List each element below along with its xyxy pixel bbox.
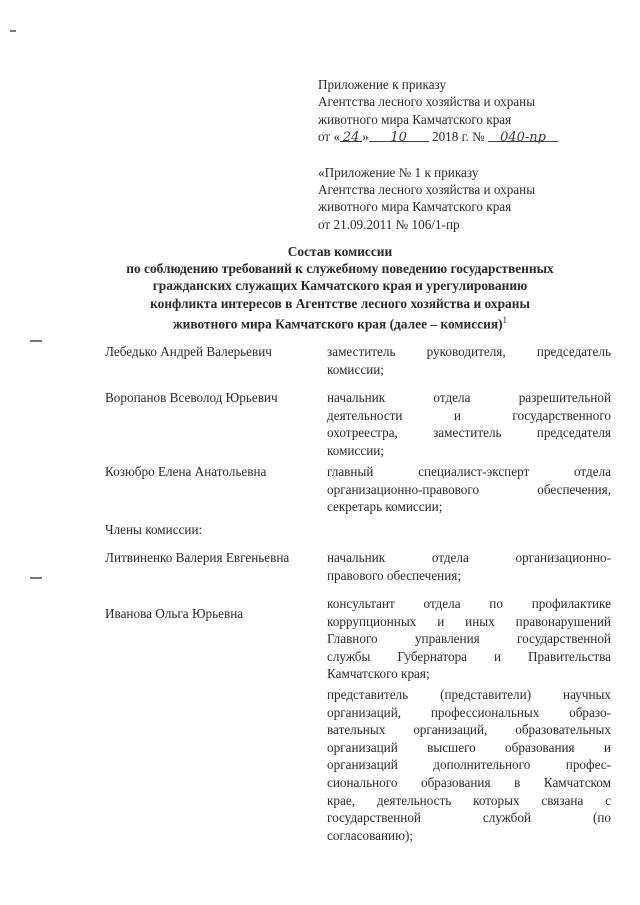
scan-mark-left-2 <box>30 577 42 579</box>
member-role <box>327 686 611 844</box>
handwritten-day: 24 <box>340 129 362 142</box>
header-date-line <box>318 128 618 145</box>
member-role <box>327 343 611 378</box>
date-year-number: 2018 г. № <box>431 129 485 145</box>
handwritten-number: 040-пр <box>488 129 558 142</box>
member-role <box>327 389 611 459</box>
appendix-line: животного мира Камчатского края <box>318 199 512 215</box>
role-line: государственной службой (по <box>327 810 611 826</box>
role-line: согласованию); <box>327 827 413 843</box>
member-name: Козюбро Елена Анатольевна <box>105 464 267 479</box>
scan-mark-left-1 <box>30 340 42 342</box>
member-role <box>327 463 611 516</box>
appendix-header <box>318 76 618 233</box>
role-line: организаций, профессиональных образо- <box>327 704 611 720</box>
members-heading: Члены комиссии: <box>105 522 203 537</box>
role-line: организаций высшего образования и <box>327 739 611 755</box>
role-line: крае, деятельность которых связана с <box>327 792 611 808</box>
footnote-mark: 1 <box>502 314 508 325</box>
date-prefix: от « <box>318 129 341 145</box>
role-line: заместитель руководителя, председатель <box>327 344 611 359</box>
member-name: Лебедько Андрей Валерьевич <box>105 344 272 359</box>
header-line: Приложение к приказу <box>318 77 447 92</box>
role-line: организаций дополнительного профес- <box>327 757 611 773</box>
role-line: комиссии; <box>327 361 384 377</box>
title-line: животного мира Камчатского края (далее – комиссия) <box>172 316 503 332</box>
header-line: Агентства лесного хозяйства и охраны <box>318 94 536 110</box>
date-mid: » <box>362 129 369 145</box>
member-role <box>327 595 611 683</box>
role-line: секретарь комиссии; <box>327 499 443 515</box>
appendix-line: «Приложение № 1 к приказу <box>318 164 479 180</box>
role-line: вательных организаций, образовательных <box>327 722 611 738</box>
role-line: охотреестра, заместитель председателя <box>327 425 611 441</box>
handwritten-month: 10 <box>369 129 429 142</box>
role-line: главный специалист-эксперт отдела <box>327 464 611 479</box>
role-line: коррупционных и иных правонарушений <box>327 613 611 629</box>
title-line: конфликта интересов в Агентстве лесного хозяйства и охраны <box>150 295 530 311</box>
title-line: гражданских служащих Камчатского края и урегулированию <box>152 278 528 294</box>
role-line: службы Губернатора и Правительства <box>327 648 611 664</box>
document-title <box>80 243 600 332</box>
title-line: по соблюдению требований к служебному поведению государственных <box>126 261 554 277</box>
member-name: Иванова Ольга Юрьевна <box>105 606 244 621</box>
appendix-line: Агентства лесного хозяйства и охраны <box>318 182 536 198</box>
role-line: представитель (представители) научных <box>327 687 611 702</box>
role-line: Главного управления государственной <box>327 631 611 647</box>
role-line: консультант отдела по профилактике <box>327 596 611 611</box>
title-line: Состав комиссии <box>287 244 393 259</box>
role-line: начальник отдела организационно- <box>327 550 611 565</box>
member-name: Воропанов Всеволод Юрьевич <box>105 390 278 405</box>
role-line: сионального образования в Камчатском <box>327 774 611 790</box>
role-line: организационно-правового обеспечения, <box>327 481 611 497</box>
title-line-last <box>80 312 600 333</box>
scan-mark-top <box>10 30 16 32</box>
member-name: Литвиненко Валерия Евгеньевна <box>105 550 290 565</box>
role-line: правового обеспечения; <box>327 567 462 583</box>
role-line: деятельности и государственного <box>327 407 611 423</box>
member-role <box>327 549 611 584</box>
header-line: животного мира Камчатского края <box>318 111 512 127</box>
role-line: начальник отдела разрешительной <box>327 390 611 405</box>
role-line: Камчатского края; <box>327 666 430 682</box>
appendix-line: от 21.09.2011 № 106/1-пр <box>318 216 460 232</box>
role-line: комиссии; <box>327 442 384 458</box>
